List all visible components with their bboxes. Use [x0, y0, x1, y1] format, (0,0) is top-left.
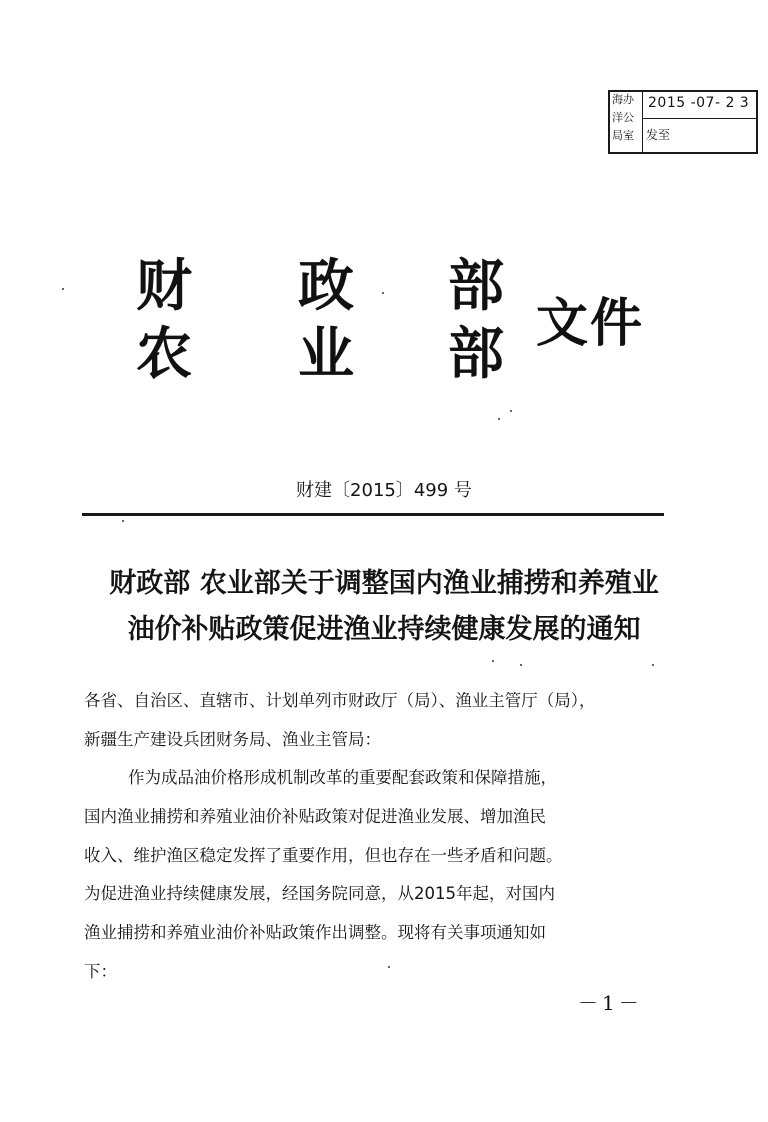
notice-title-line-1: 财政部 农业部关于调整国内渔业捕捞和养殖业 — [109, 568, 659, 599]
body-paragraph-line: 收入、维护渔区稳定发挥了重要作用，但也存在一些矛盾和问题。 — [84, 846, 563, 865]
notice-title-line-2: 油价补贴政策促进渔业持续健康发展的通知 — [127, 614, 641, 645]
header-divider — [82, 513, 664, 516]
heading-char: 财 — [136, 253, 192, 319]
scan-speck — [520, 664, 522, 666]
scan-speck — [388, 966, 390, 968]
stamp-org-line: 洋公 — [612, 111, 634, 124]
heading-char: 部 — [448, 253, 504, 319]
heading-char: 业 — [298, 321, 354, 387]
body-paragraph-line: 为促进渔业持续健康发展，经国务院同意，从2015年起，对国内 — [84, 884, 555, 903]
body-paragraph-line: 下： — [84, 962, 117, 981]
stamp-org-line: 局室 — [612, 129, 634, 142]
heading-char: 农 — [136, 321, 192, 387]
addressee-line-2: 新疆生产建设兵团财务局、渔业主管局： — [84, 730, 381, 749]
scan-speck — [122, 520, 124, 522]
scan-speck — [510, 410, 512, 412]
stamp-org-line: 海办 — [612, 93, 634, 106]
scan-speck — [62, 288, 64, 290]
stamp-divider — [642, 118, 756, 119]
page-number: －1－ — [578, 991, 643, 1015]
stamp-organization — [610, 92, 643, 152]
body-paragraph-line: 作为成品油价格形成机制改革的重要配套政策和保障措施， — [128, 768, 557, 787]
stamp-send-label: 发至 — [646, 128, 671, 142]
heading-document-suffix: 文件 — [536, 293, 645, 354]
heading-char: 政 — [298, 253, 354, 319]
heading-char: 部 — [448, 321, 504, 387]
receipt-stamp — [608, 90, 758, 154]
scan-speck — [652, 664, 654, 666]
scan-speck — [492, 660, 494, 662]
body-paragraph-line: 国内渔业捕捞和养殖业油价补贴政策对促进渔业发展、增加渔民 — [84, 807, 546, 826]
stamp-date: 2015 -07- 2 3 — [648, 95, 750, 111]
document-number: 财建〔2015〕499 号 — [296, 480, 472, 501]
scan-speck — [382, 292, 384, 294]
addressee-line-1: 各省、自治区、直辖市、计划单列市财政厅（局）、渔业主管厅（局）， — [84, 691, 596, 710]
body-paragraph-line: 渔业捕捞和养殖业油价补贴政策作出调整。现将有关事项通知如 — [84, 923, 546, 942]
scan-speck — [498, 418, 500, 420]
